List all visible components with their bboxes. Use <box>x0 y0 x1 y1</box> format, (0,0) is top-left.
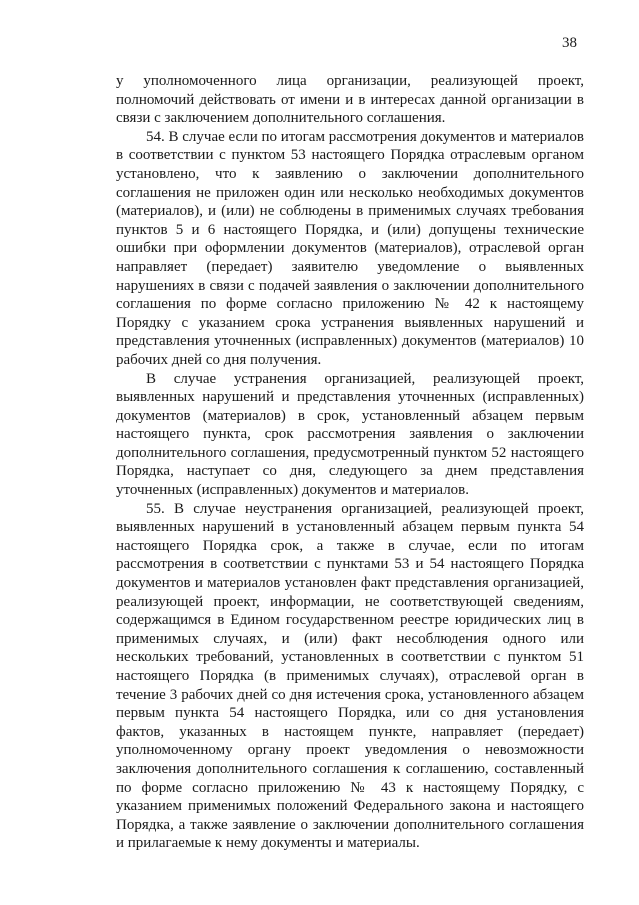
page-number: 38 <box>562 35 577 51</box>
document-body <box>116 72 584 853</box>
paragraph-clause-54: 54. В случае если по итогам рассмотрения документов и материалов в соответствии с пунктом 53 настоящего Порядка отраслевым органом установлено, что к заявлению о заключении дополнительного соглашения не приложен один или несколько необходимых документов (материалов), и (или) не соблюдены в применимых случаях требования пунктов 5 и 6 настоящего Порядка, и (или) допущены технические ошибки при оформлении документов (материалов), отраслевой орган направляет (передает) заявителю уведомление о выявленных нарушениях в связи с подачей заявления о заключении дополнительного соглашения по форме согласно приложению № 42 к настоящему Порядку с указанием срока устранения выявленных нарушений и представления уточненных (исправленных) документов (материалов) 10 рабочих дней со дня получения. <box>116 128 584 368</box>
paragraph-clause-55: 55. В случае неустранения организацией, реализующей проект, выявленных нарушений в установленный абзацем первым пункта 54 настоящего Порядка срок, а также в случае, если по итогам рассмотрения в соответствии с пунктами 53 и 54 настоящего Порядка документов и материалов установлен факт представления организацией, реализующей проект, информации, не соответствующей сведениям, содержащимся в Едином государственном реестре юридических лиц в применимых случаях, и (или) факт несоблюдения одного или нескольких требований, установленных в соответствии с пунктом 51 настоящего Порядка (в применимых случаях), отраслевой орган в течение 3 рабочих дней со дня истечения срока, установленного абзацем первым пункта 54 настоящего Порядка, или со дня установления фактов, указанных в настоящем пункте, направляет (передает) уполномоченному органу проект уведомления о невозможности заключения дополнительного соглашения к соглашению, составленный по форме согласно приложению № 43 к настоящему Порядку, с указанием применимых положений Федерального закона и настоящего Порядка, а также заявление о заключении дополнительного соглашения и прилагаемые к нему документы и материалы. <box>116 500 584 852</box>
paragraph-clause-54-second: В случае устранения организацией, реализующей проект, выявленных нарушений и представления уточненных (исправленных) документов (материалов) в срок, установленный абзацем первым настоящего пункта, срок рассмотрения заявления о заключении дополнительного соглашения, предусмотренный пунктом 52 настоящего Порядка, наступает со дня, следующего за днем представления уточненных (исправленных) документов и материалов. <box>116 370 584 499</box>
paragraph-continuation: у уполномоченного лица организации, реализующей проект, полномочий действовать от имени и в интересах данной организации в связи с заключением дополнительного соглашения. <box>116 73 584 127</box>
